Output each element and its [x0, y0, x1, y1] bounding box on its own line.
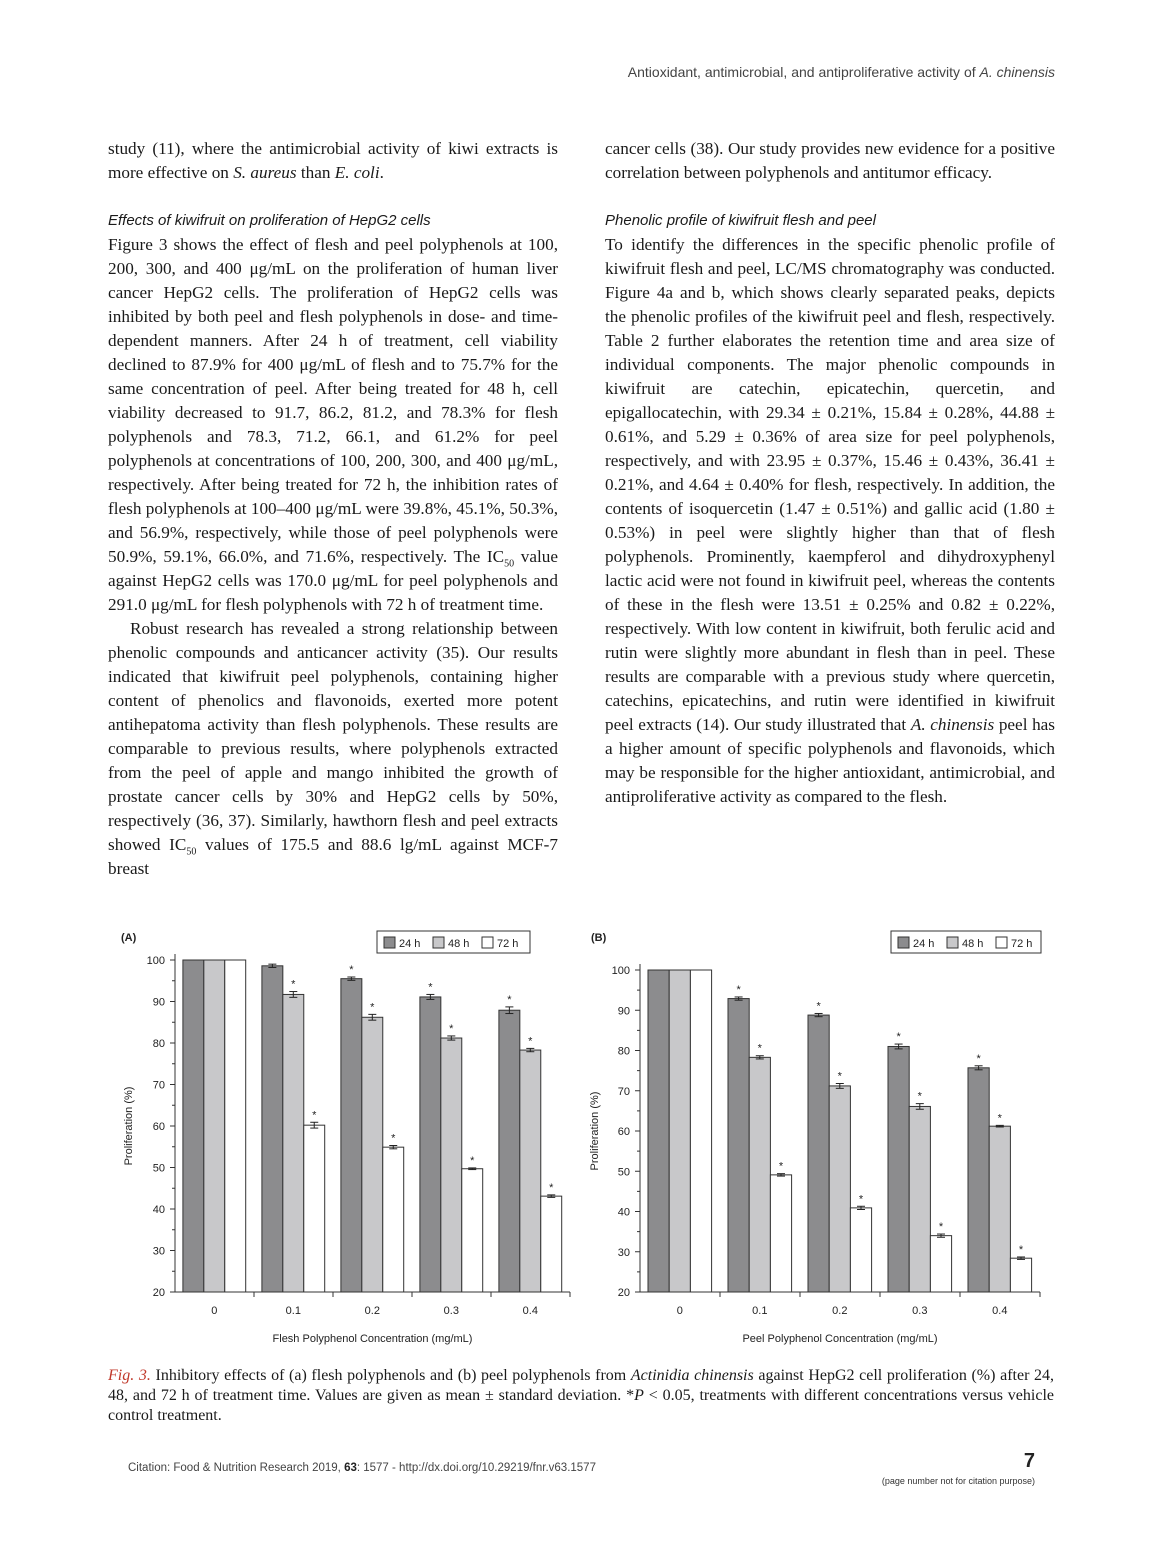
figure-3 — [105, 925, 1055, 1355]
significance-marker: * — [1018, 1243, 1024, 1256]
legend-label: 24 h — [913, 938, 935, 950]
legend-swatch — [996, 937, 1007, 948]
paragraph — [108, 617, 558, 881]
running-title-species: A. chinensis — [979, 64, 1055, 80]
x-tick-label: 0.4 — [522, 1305, 538, 1317]
bar — [462, 1169, 483, 1292]
text-run: Figure 3 shows the effect of flesh and peel polyphenols at 100, 200, 300, and 400 μg/mL on the proliferation of human liver cancer HepG2 cells. The proliferation of HepG2 cells was inhibited by both peel and flesh polyphenols in dose- and time-dependent manners. After 24 h of treatment, cell viability declined to 87.9% for 400 μg/mL of flesh and to 75.7% for the same concentration of peel. After being treated for 48 h, cell viability decreased to 91.7, 86.2, 81.2, and 78.3% for flesh polyphenols and 78.3, 71.2, 66.1, and 61.2% for peel polyphenols at concentrations of 100, 200, 300, and 400 μg/mL, respectively. After being treated for 72 h, the inhibition rates of flesh polyphenols at 100–400 μg/mL were 39.8%, 45.1%, 50.3%, and 56.9%, respectively, while those of peel polyphenols were 50.9%, 59.1%, 66.0%, and 71.6%, respectively. The IC — [108, 235, 558, 566]
y-tick-label: 60 — [152, 1121, 165, 1133]
left-column — [108, 137, 558, 881]
x-tick-label: 0.3 — [443, 1305, 459, 1317]
x-tick-label: 0 — [676, 1305, 683, 1317]
text-run: study (11), where the antimicrobial activity of kiwi extracts is more effective on — [108, 139, 558, 182]
text-run: Robust research has revealed a strong relationship between phenolic compounds and anticancer activity (35). Our results indicated that kiwifruit peel polyphenols, containing higher content of phenolics and flavonoids, exerted more potent antihepatoma activity than flesh polyphenols. These results are comparable to previous results, where polyphenols extracted from the peel of apple and mango inhibited the growth of prostate cancer cells by 30% and HepG2 cells by 50%, respectively (36, 37). Similarly, hawthorn flesh and peel extracts showed IC — [108, 619, 558, 854]
x-tick-label: 0.1 — [752, 1305, 768, 1317]
figure-3-charts — [105, 925, 1055, 1355]
bar — [204, 960, 225, 1292]
text-run: To identify the differences in the specific phenolic profile of kiwifruit flesh and peel, LC/MS chromatography was conducted. Figure 4a and b, which shows clearly separated peaks, depicts the phenolic profiles of the kiwifruit peel and flesh, respectively. Table 2 further elaborates the retention time and area size of individual components. The major phenolic compounds in kiwifruit are catechin, epicatechin, quercetin, and epigallocatechin, with 29.34 ± 0.21%, 15.84 ± 0.28%, 44.88 ± 0.61%, and 5.29 ± 0.36% of area size for peel polyphenols, respectively, and with 23.95 ± 0.37%, 15.46 ± 0.43%, 36.41 ± 0.21%, and 4.64 ± 0.40% for flesh, respectively. In addition, the contents of isoquercetin (1.47 ± 0.51%) and gallic acid (1.80 ± 0.53%) in peel were slightly higher than that of flesh polyphenols. Prominently, kaempferol and dihydroxyphenyl lactic acid were not found in kiwifruit peel, whereas the contents of these in the flesh were 13.51 ± 0.25% and 0.82 ± 0.22%, respectively. With low content in kiwifruit, both ferulic acid and rutin were slightly more abundant in flesh than in peel. These results are comparable with a previous study where quercetin, catechins, epicatechins, and rutin were identified in kiwifruit peel extracts (14). Our study illustrated that — [605, 235, 1055, 734]
y-tick-label: 20 — [152, 1287, 165, 1299]
bar — [420, 997, 441, 1292]
significance-marker: * — [291, 978, 296, 991]
y-tick-label: 90 — [617, 1005, 630, 1018]
text-run: values of 175.5 and 88.6 lg/mL against MCF-7 breast — [108, 835, 558, 878]
y-tick-label: 30 — [152, 1245, 165, 1258]
legend-label: 72 h — [497, 938, 519, 950]
legend-swatch — [898, 937, 909, 948]
x-tick-label: 0.4 — [992, 1305, 1008, 1317]
x-tick-label: 0.2 — [832, 1305, 848, 1317]
y-tick-label: 70 — [152, 1079, 165, 1092]
y-tick-label: 50 — [617, 1166, 630, 1179]
bar — [362, 1017, 383, 1292]
x-tick-label: 0.2 — [364, 1305, 380, 1317]
running-head — [628, 64, 1055, 80]
right-column — [605, 137, 1055, 809]
bar — [749, 1057, 770, 1292]
species-name: A. chinensis — [910, 715, 995, 734]
bar — [225, 960, 246, 1292]
bar — [648, 970, 669, 1292]
bar — [441, 1038, 462, 1292]
y-tick-label: 30 — [617, 1246, 630, 1259]
species-name: Actinidia chinensis — [630, 1367, 754, 1384]
y-tick-label: 90 — [152, 996, 165, 1009]
bar — [520, 1050, 541, 1292]
significance-marker: * — [816, 1000, 821, 1013]
text-run: value against HepG2 cells was 170.0 μg/mL for peel polyphenols and 291.0 μg/mL for flesh polyphenols with 72 h of treatment time. — [108, 547, 558, 614]
y-tick-label: 100 — [146, 955, 165, 967]
legend-swatch — [384, 937, 395, 948]
figure-label: Fig. 3. — [108, 1367, 151, 1384]
bar — [808, 1015, 829, 1292]
significance-marker: * — [349, 964, 354, 977]
x-axis-label: Peel Polyphenol Concentration (mg/mL) — [742, 1333, 938, 1345]
significance-marker: * — [391, 1132, 396, 1145]
bar — [499, 1010, 520, 1292]
text-run: . — [379, 163, 384, 182]
y-tick-label: 50 — [152, 1162, 165, 1175]
bar — [968, 1068, 989, 1292]
y-tick-label: 20 — [617, 1287, 630, 1299]
bar — [262, 966, 283, 1292]
significance-marker: * — [757, 1042, 762, 1055]
legend-label: 48 h — [448, 938, 470, 950]
subscript: 50 — [504, 558, 515, 570]
page-number: 7 — [1023, 1450, 1035, 1472]
bar — [304, 1125, 325, 1292]
y-tick-label: 70 — [617, 1085, 630, 1098]
paragraph — [108, 233, 558, 617]
significance-marker: * — [470, 1154, 475, 1167]
bar — [829, 1086, 850, 1292]
significance-marker: * — [312, 1109, 317, 1122]
text-run: than — [296, 163, 335, 182]
x-tick-label: 0.3 — [912, 1305, 928, 1317]
text-run: peel has a higher amount of specific polyphenols and flavonoids, which may be responsible for the higher antioxidant, antimicrobial, and antiproliferative activity as compared to the flesh. — [605, 715, 1055, 806]
text-run: against HepG2 cell proliferation (%) after 24, 48, and 72 h of treatment time. Values are given as mean ± standard deviation. * — [108, 1367, 1055, 1404]
significance-marker: * — [858, 1193, 864, 1206]
footer-citation — [128, 1462, 596, 1474]
bar — [989, 1126, 1010, 1292]
significance-marker: * — [507, 993, 512, 1006]
paragraph: cancer cells (38). Our study provides new evidence for a positive correlation between polyphenols and antitumor efficacy. — [605, 139, 1055, 182]
text-run: < 0.05, treatments with different concentrations versus vehicle control treatment. — [108, 1387, 1054, 1424]
x-tick-label: 0.1 — [285, 1305, 301, 1317]
x-tick-label: 0 — [211, 1305, 218, 1317]
y-axis-label: Proliferation (%) — [589, 1091, 601, 1171]
panel-label: (A) — [121, 932, 137, 944]
significance-marker: * — [938, 1221, 944, 1234]
bar — [930, 1236, 951, 1292]
section-heading: Effects of kiwifruit on proliferation of HepG2 cells — [108, 212, 431, 229]
section-heading: Phenolic profile of kiwifruit flesh and peel — [605, 212, 876, 229]
running-title: Antioxidant, antimicrobial, and antiproliferative activity of — [627, 64, 980, 80]
bar — [283, 994, 304, 1292]
y-tick-label: 40 — [152, 1204, 165, 1216]
bar — [183, 960, 204, 1292]
paragraph — [605, 233, 1055, 809]
legend-label: 72 h — [1011, 938, 1033, 950]
bar — [383, 1147, 404, 1292]
legend-label: 24 h — [399, 938, 421, 950]
significance-marker: * — [896, 1031, 901, 1044]
legend-swatch — [433, 937, 444, 948]
bar — [909, 1106, 930, 1292]
species-name: S. aureus — [233, 163, 297, 182]
bar — [1010, 1258, 1031, 1292]
species-name: E. coli — [334, 163, 380, 182]
page-note: (page number not for citation purpose) — [881, 1476, 1035, 1486]
subscript: 50 — [186, 846, 197, 858]
bar — [690, 970, 711, 1292]
bar — [770, 1175, 791, 1292]
x-axis-label: Flesh Polyphenol Concentration (mg/mL) — [272, 1333, 473, 1345]
bar — [728, 999, 749, 1292]
text-run: Inhibitory effects of (a) flesh polyphenols and (b) peel polyphenols from — [150, 1367, 631, 1384]
significance-marker: * — [917, 1090, 922, 1103]
significance-marker: * — [449, 1022, 454, 1035]
significance-marker: * — [778, 1160, 784, 1173]
legend-swatch — [947, 937, 958, 948]
bar — [669, 970, 690, 1292]
significance-marker: * — [370, 1001, 375, 1014]
bar — [888, 1046, 909, 1292]
significance-marker: * — [549, 1181, 554, 1194]
y-tick-label: 60 — [617, 1126, 630, 1138]
significance-marker: * — [837, 1070, 842, 1083]
significance-marker: * — [997, 1112, 1002, 1125]
bar — [850, 1208, 871, 1292]
significance-marker: * — [976, 1052, 981, 1065]
paragraph — [108, 137, 558, 185]
panel-label: (B) — [591, 932, 607, 944]
y-tick-label: 80 — [152, 1038, 165, 1050]
legend-swatch — [482, 937, 493, 948]
text-run: : 1577 - http://dx.doi.org/10.29219/fnr.v63.1577 — [356, 1462, 596, 1474]
significance-marker: * — [428, 981, 433, 994]
text-run: Citation: Food & Nutrition Research 2019, — [128, 1462, 345, 1474]
bar — [341, 979, 362, 1292]
y-tick-label: 80 — [617, 1045, 630, 1058]
bar — [541, 1196, 562, 1292]
y-tick-label: 100 — [611, 965, 630, 977]
significance-marker: * — [736, 983, 741, 996]
y-axis-label: Proliferation (%) — [123, 1086, 135, 1166]
legend-label: 48 h — [962, 938, 984, 950]
p-symbol: P — [634, 1387, 644, 1404]
significance-marker: * — [528, 1035, 533, 1048]
volume: 63 — [344, 1462, 357, 1474]
figure-caption — [108, 1366, 1054, 1426]
y-tick-label: 40 — [617, 1206, 630, 1219]
